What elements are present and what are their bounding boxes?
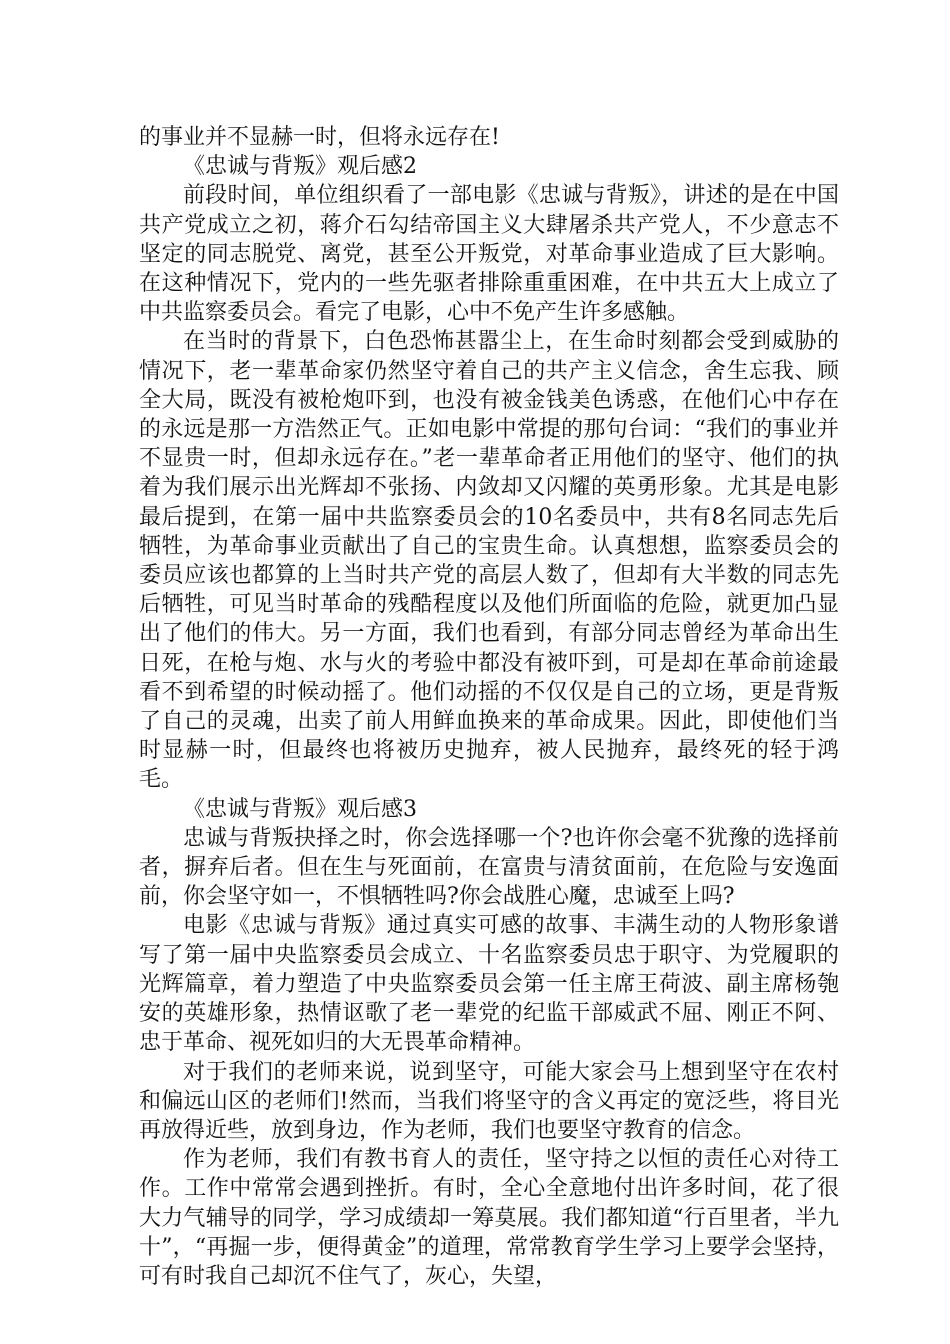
paragraph-continued: 的事业并不显赫一时，但将永远存在!	[139, 125, 500, 150]
section-heading-3: 《忠诚与背叛》观后感3	[183, 796, 417, 822]
paragraph: 前段时间，单位组织看了一部电影《忠诚与背叛》，讲述的是在中国共产党成立之初，蒋介石勾结帝国主义大肆屠杀共产党人，不少意志不坚定的同志脱党、离党，甚至公开叛党，对革命事业造成了巨大影响。在这种情况下，党内的一些先驱者排除重重困难，在中共五大上成立了中共监察委员会。看完了电影，心中不免产生许多感触。	[139, 183, 839, 326]
paragraph: 电影《忠诚与背叛》通过真实可感的故事、丰满生动的人物形象谱写了第一届中央监察委员会成立、十名监察委员忠于职守、为党履职的光辉篇章，着力塑造了中央监察委员会第一任主席王荷波、副主席杨匏安的英雄形象，热情讴歌了老一辈党的纪监干部威武不屈、刚正不阿、忠于革命、视死如归的大无畏革命精神。	[139, 913, 839, 1056]
document-body	[139, 123, 839, 1291]
paragraph: 在当时的背景下，白色恐怖甚嚣尘上，在生命时刻都会受到威胁的情况下，老一辈革命家仍然坚守着自己的共产主义信念，舍生忘我、顾全大局，既没有被枪炮吓到，也没有被金钱美色诱惑，在他们心中存在的永远是那一方浩然正气。正如电影中常提的那句台词：“我们的事业并不显贵一时，但却永远存在。”老一辈革命者正用他们的坚守、他们的执着为我们展示出光辉却不张扬、内敛却又闪耀的英勇形象。尤其是电影最后提到，在第一届中共监察委员会的10名委员中，共有8名同志先后牺牲，为革命事业贡献出了自己的宝贵生命。认真想想，监察委员会的委员应该也都算的上当时共产党的高层人数了，但却有大半数的同志先后牺牲，可见当时革命的残酷程度以及他们所面临的危险，就更加凸显出了他们的伟大。另一方面，我们也看到，有部分同志曾经为革命出生日死，在枪与炮、水与火的考验中都没有被吓到，可是却在革命前途最看不到希望的时候动摇了。他们动摇的不仅仅是自己的立场，更是背叛了自己的灵魂，出卖了前人用鲜血换来的革命成果。因此，即使他们当时显赫一时，但最终也将被历史抛弃，被人民抛弃，最终死的轻于鸿毛。	[139, 329, 839, 793]
paragraph: 忠诚与背叛抉择之时，你会选择哪一个?也许你会毫不犹豫的选择前者，摒弃后者。但在生与死面前，在富贵与清贫面前，在危险与安逸面前，你会坚守如一，不惧牺牲吗?你会战胜心魔，忠诚至上吗?	[139, 825, 839, 910]
section-heading-2: 《忠诚与背叛》观后感2	[183, 154, 417, 180]
paragraph: 作为老师，我们有教书育人的责任，坚守持之以恒的责任心对待工作。工作中常常会遇到挫折。有时，全心全意地付出许多时间，花了很大力气辅导的同学，学习成绩却一筹莫展。我们都知道“行百里者，半九十”，“再掘一步，便得黄金”的道理，常常教育学生学习上要学会坚持，可有时我自己却沉不住气了，灰心，失望，	[139, 1147, 839, 1289]
paragraph: 对于我们的老师来说，说到坚守，可能大家会马上想到坚守在农村和偏远山区的老师们!然而，当我们将坚守的含义再定的宽泛些，将目光再放得近些，放到身边，作为老师，我们也要坚守教育的信念。	[139, 1059, 839, 1143]
